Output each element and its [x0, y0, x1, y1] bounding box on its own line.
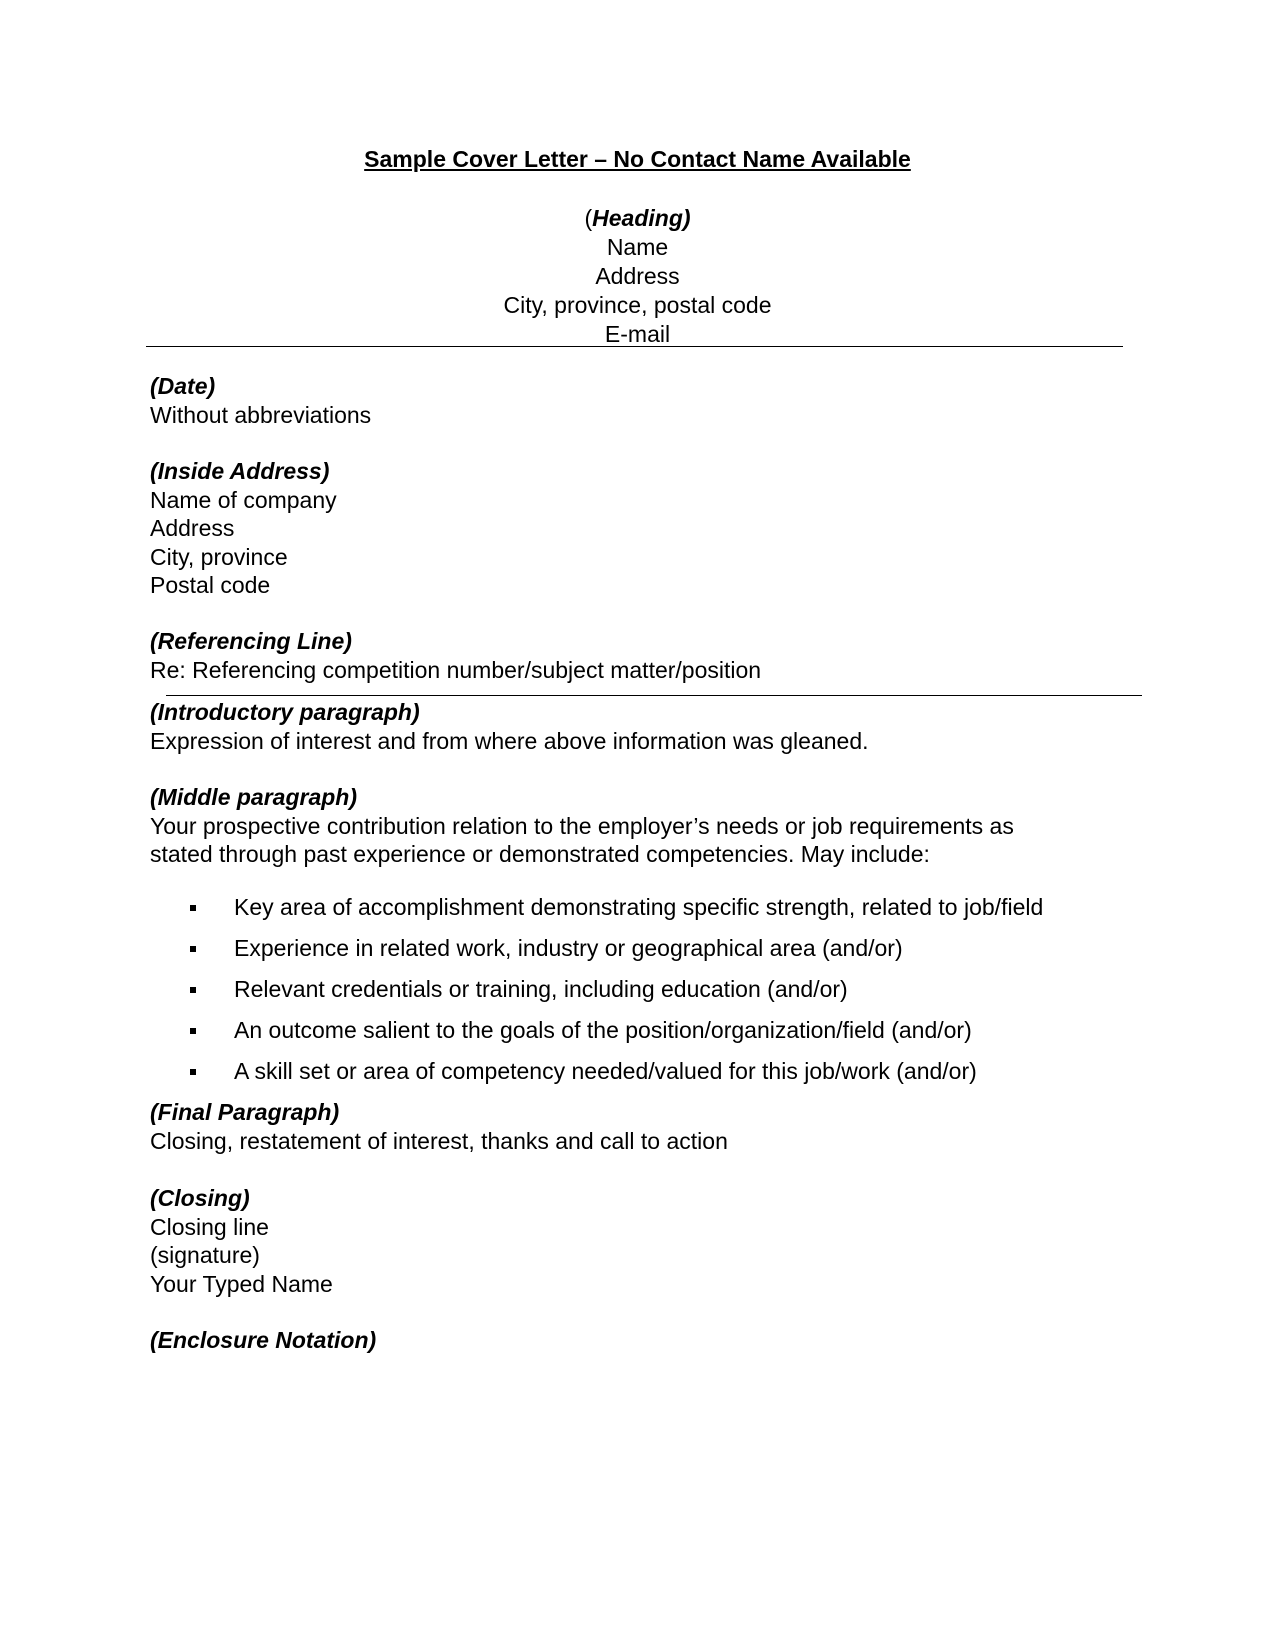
- list-item: Key area of accomplishment demonstrating specific strength, related to job/field: [150, 893, 1043, 934]
- enclosure-label: (Enclosure Notation): [150, 1327, 377, 1353]
- heading-label: (Heading): [584, 205, 691, 231]
- bullet-square-icon: [190, 1028, 196, 1034]
- middle-section: [150, 783, 1014, 869]
- introductory-label: (Introductory paragraph): [150, 699, 420, 725]
- list-item: A skill set or area of competency needed/valued for this job/work (and/or): [150, 1057, 1043, 1098]
- referencing-underline: [166, 695, 1142, 696]
- closing-typed-name: Your Typed Name: [150, 1270, 333, 1297]
- closing-section: [150, 1184, 333, 1298]
- bullet-square-icon: [190, 1069, 196, 1075]
- heading-address-line: Address: [595, 263, 680, 289]
- bullet-square-icon: [190, 946, 196, 952]
- heading-section: [0, 204, 1275, 349]
- final-label: (Final Paragraph): [150, 1099, 340, 1125]
- bullet-square-icon: [190, 987, 196, 993]
- bullet-square-icon: [190, 905, 196, 911]
- middle-label: (Middle paragraph): [150, 784, 358, 810]
- heading-city-line: City, province, postal code: [503, 292, 772, 318]
- date-label: (Date): [150, 373, 216, 399]
- inside-address-postal: Postal code: [150, 572, 271, 598]
- list-item: Experience in related work, industry or geographical area (and/or): [150, 934, 1043, 975]
- final-line: Closing, restatement of interest, thanks and call to action: [150, 1127, 728, 1154]
- inside-address-address: Address: [150, 515, 235, 541]
- referencing-line: Re: Referencing competition number/subject matter/position: [150, 656, 762, 683]
- middle-line-2: stated through past experience or demonstrated competencies. May include:: [150, 841, 930, 867]
- date-section: [150, 372, 371, 429]
- introductory-section: [150, 698, 869, 755]
- inside-address-city: City, province: [150, 543, 288, 570]
- introductory-line: Expression of interest and from where above information was gleaned.: [150, 727, 869, 754]
- heading-email-line: E-mail: [604, 321, 671, 347]
- final-section: [150, 1098, 728, 1155]
- date-line: Without abbreviations: [150, 401, 372, 428]
- inside-address-section: [150, 457, 337, 600]
- enclosure-section: [150, 1326, 376, 1355]
- inside-address-label: (Inside Address): [150, 458, 330, 484]
- middle-line-1: Your prospective contribution relation to the employer’s needs or job requirements as: [150, 812, 1014, 839]
- heading-divider: [146, 346, 1123, 347]
- document-title: Sample Cover Letter – No Contact Name Available: [364, 146, 911, 172]
- inside-address-company: Name of company: [150, 486, 337, 513]
- referencing-section: [150, 627, 761, 684]
- heading-name-line: Name: [606, 234, 669, 260]
- closing-signature: (signature): [150, 1242, 260, 1268]
- closing-line: Closing line: [150, 1213, 269, 1240]
- closing-label: (Closing): [150, 1185, 250, 1211]
- list-item: An outcome salient to the goals of the position/organization/field (and/or): [150, 1016, 1043, 1057]
- referencing-label: (Referencing Line): [150, 628, 352, 654]
- list-item: Relevant credentials or training, including education (and/or): [150, 975, 1043, 1016]
- middle-bullet-list: [150, 893, 1043, 1098]
